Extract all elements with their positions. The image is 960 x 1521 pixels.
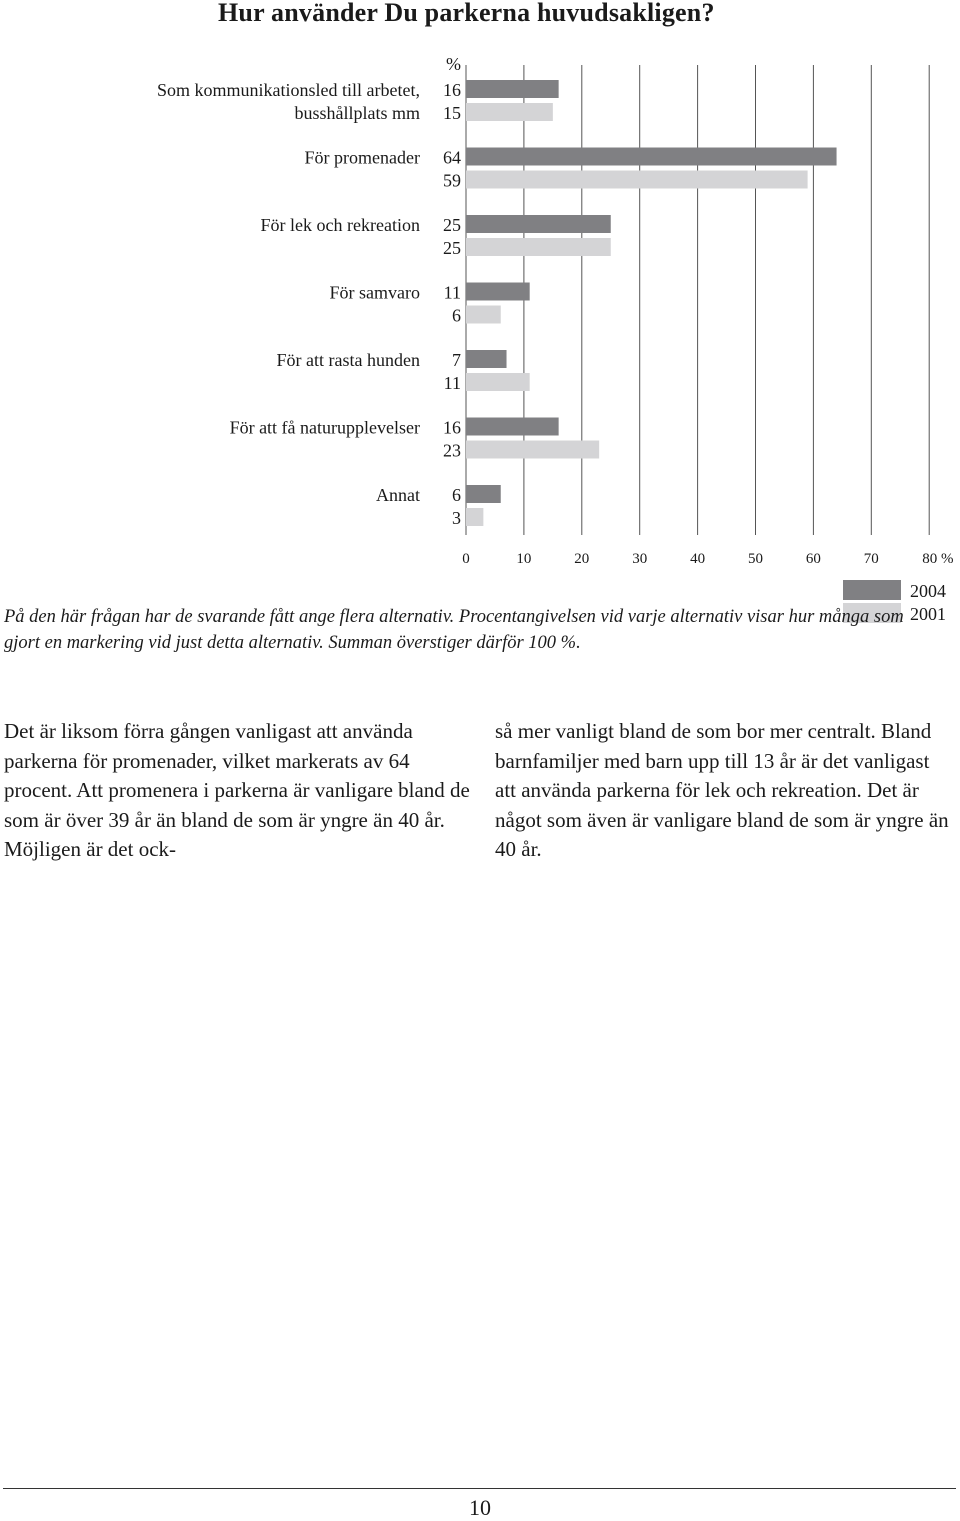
legend-label: 2001 [910, 604, 946, 624]
x-tick-label: 0 [462, 551, 470, 567]
bar-2004-6 [466, 485, 501, 503]
category-label: För att få naturupplevelser [229, 417, 420, 438]
category-label: För att rasta hunden [276, 350, 420, 370]
x-tick-label: 70 [863, 551, 879, 567]
page-number: 10 [469, 1495, 491, 1520]
bar-2001-4 [466, 373, 530, 391]
value-label: 16 [443, 417, 461, 438]
chart-note: På den här frågan har de svarande fått ange flera alternativ. Procentangivelsen vid varje alternativ visar hur många som gjort en markering vid just detta alternativ. Summan överstiger därför 100 %. [4, 607, 904, 653]
category-label: För lek och rekreation [260, 215, 420, 235]
bar-2004-4 [466, 350, 507, 368]
bar-2004-2 [466, 215, 611, 233]
x-tick-label: 80 % [922, 551, 954, 567]
category-label: Som kommunikationsled till arbetet, [157, 80, 420, 100]
value-label: 64 [443, 147, 461, 168]
x-tick-label: 50 [748, 551, 763, 567]
bar-2001-1 [466, 171, 808, 189]
bar-2001-6 [466, 508, 483, 526]
bar-2001-2 [466, 238, 611, 256]
value-label: 16 [443, 80, 461, 100]
value-label: 15 [443, 103, 461, 123]
value-label: 6 [452, 485, 461, 505]
value-label: 59 [443, 170, 461, 191]
x-tick-label: 10 [516, 551, 532, 567]
bar-2004-5 [466, 418, 559, 436]
legend-swatch-2004 [843, 580, 901, 600]
bar-2001-3 [466, 306, 501, 324]
value-label: 11 [443, 373, 461, 393]
body-text-left: Det är liksom förra gången vanligast att använda parkerna för promenader, vilket markerats av 64 procent. Att promenera i parkerna är vanligare bland de som är över 39 år än bland de som är yngre än 40 år. Möjligen är det ock- [4, 719, 470, 861]
value-label: 3 [452, 508, 461, 528]
value-label: 25 [443, 215, 461, 235]
category-label: För promenader [304, 147, 420, 168]
bar-2004-0 [466, 80, 559, 98]
bar-2001-5 [466, 441, 599, 459]
bar-2001-0 [466, 103, 553, 121]
x-tick-label: 30 [632, 551, 648, 567]
category-label: För samvaro [329, 282, 420, 303]
bar-2004-1 [466, 148, 837, 166]
value-label: 7 [452, 350, 461, 370]
body-text-right: så mer vanligt bland de som bor mer centralt. Bland barnfamiljer med barn upp till 13 år är det vanligast att använda parkerna för lek och rekreation. Det är något som även är vanligare bland de som är yngre än 40 år. [495, 719, 949, 861]
footer-divider [3, 1488, 956, 1489]
value-header: % [446, 54, 461, 74]
page-title: Hur använder Du parkerna huvudsakligen? [218, 0, 715, 27]
bar-chart [0, 0, 960, 635]
category-label: busshållplats mm [294, 103, 420, 123]
legend-label: 2004 [910, 581, 946, 601]
bar-2004-3 [466, 283, 530, 301]
value-label: 25 [443, 238, 461, 258]
value-label: 23 [443, 440, 461, 461]
value-label: 6 [452, 305, 461, 326]
category-label: Annat [376, 485, 420, 505]
value-label: 11 [443, 282, 461, 303]
x-tick-label: 40 [690, 551, 706, 567]
x-tick-label: 20 [574, 551, 590, 567]
x-tick-label: 60 [805, 551, 821, 567]
